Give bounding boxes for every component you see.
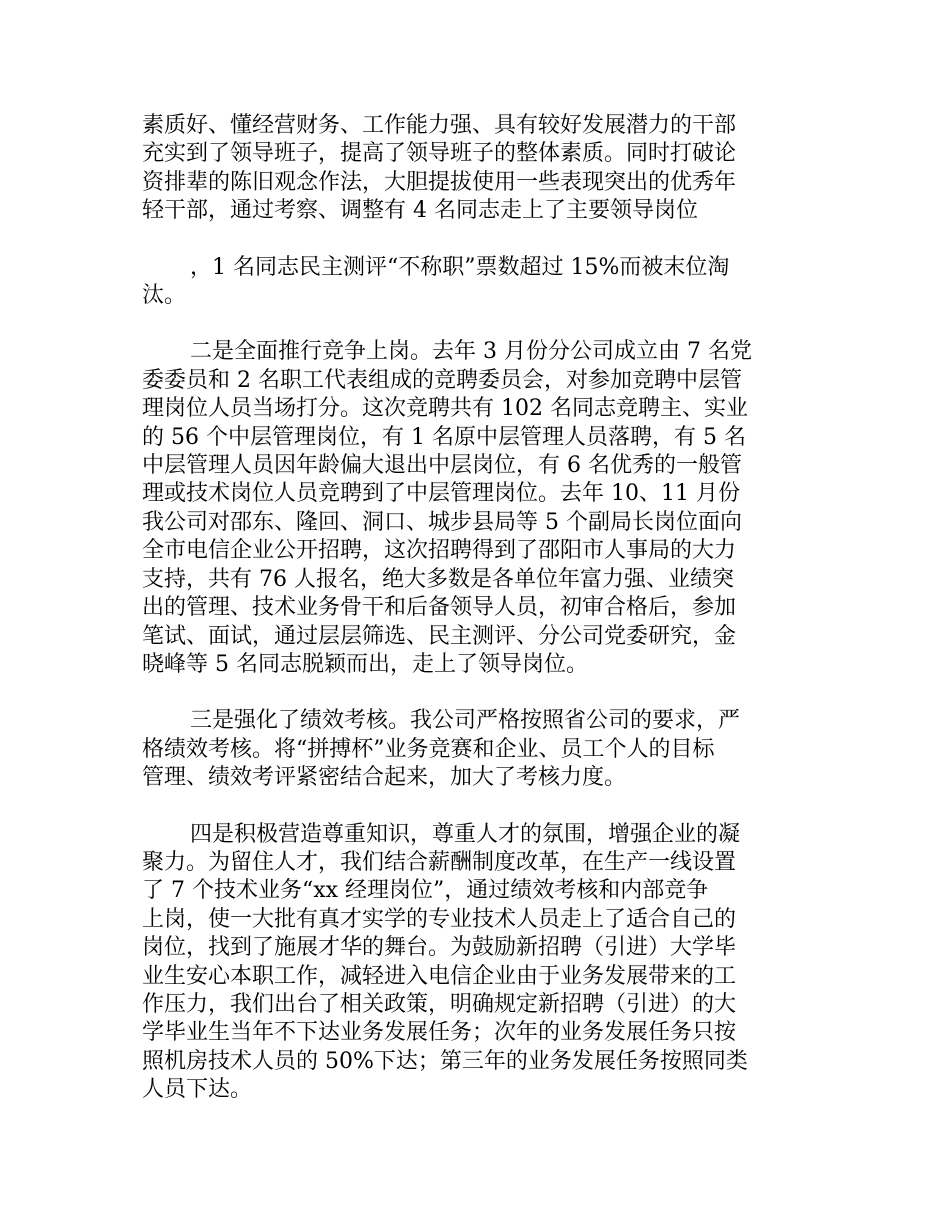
text-line: 二是全面推行竞争上岗。去年 3 月份分公司成立由 7 名党 [190,339,752,365]
text-line: 中层管理人员因年龄偏大退出中层岗位，有 6 名优秀的一般管 [142,453,742,479]
text-line: 了 7 个技术业务“xx 经理岗位”，通过绩效考核和内部竞争 [142,878,709,904]
text-line: 轻干部，通过考察、调整有 4 名同志走上了主要领导岗位 [142,198,698,224]
text-line: 我公司对邵东、隆回、洞口、城步县局等 5 个副局长岗位面向 [142,509,742,535]
text-line: 支持，共有 76 人报名，绝大多数是各单位年富力强、业绩突 [142,566,734,592]
text-line: 人员下达。 [142,1077,253,1103]
text-line: 照机房技术人员的 50%下达；第三年的业务发展任务按照同类 [142,1048,748,1074]
text-line: 聚力。为留住人才，我们结合薪酬制度改革，在生产一线设置 [142,849,737,875]
text-line: 委委员和 2 名职工代表组成的竞聘委员会，对参加竞聘中层管 [142,367,742,393]
text-line: 理岗位人员当场打分。这次竞聘共有 102 名同志竞聘主、实业 [142,396,748,422]
text-line: ，1 名同志民主测评“不称职”票数超过 15%而被末位淘 [190,254,730,280]
text-line: 素质好、懂经营财务、工作能力强、具有较好发展潜力的干部 [142,113,737,138]
text-line: 出的管理、技术业务骨干和后备领导人员，初审合格后，参加 [142,595,737,621]
paragraph-gap [142,679,810,707]
text-line: 格绩效考核。将“拼搏杯”业务竞赛和企业、员工个人的目标 [142,736,715,762]
text-line: 的 56 个中层管理岗位，有 1 名原中层管理人员落聘，有 5 名 [142,424,746,450]
text-line: 理或技术岗位人员竞聘到了中层管理岗位。去年 10、11 月份 [142,481,740,507]
text-line: 三是强化了绩效考核。我公司严格按照省公司的要求，严 [190,708,741,734]
text-line: 资排辈的陈旧观念作法，大胆提拔使用一些表现突出的优秀年 [142,169,737,195]
text-line: 充实到了领导班子，提高了领导班子的整体素质。同时打破论 [142,141,737,167]
text-line: 上岗，使一大批有真才实学的专业技术人员走上了适合自己的 [142,906,737,932]
text-line: 作压力，我们出台了相关政策，明确规定新招聘（引进）的大 [142,991,737,1017]
paragraph-gap [142,793,810,821]
paragraph-gap [142,310,810,338]
document-page [142,112,810,1105]
text-line: 全市电信企业公开招聘，这次招聘得到了邵阳市人事局的大力 [142,538,737,564]
paragraph-4 [142,707,810,792]
paragraph-1 [142,112,810,226]
paragraph-3 [142,338,810,679]
text-line: 岗位，找到了施展才华的舞台。为鼓励新招聘（引进）大学毕 [142,935,737,961]
text-line: 汰。 [142,283,187,309]
paragraph-gap [142,226,810,254]
text-line: 晓峰等 5 名同志脱颖而出，走上了领导岗位。 [142,651,588,677]
text-line: 管理、绩效考评紧密结合起来，加大了考核力度。 [142,765,627,791]
text-line: 业生安心本职工作，减轻进入电信企业由于业务发展带来的工 [142,963,737,989]
paragraph-5 [142,821,810,1105]
text-line: 学毕业生当年不下达业务发展任务；次年的业务发展任务只按 [142,1020,737,1046]
text-line: 四是积极营造尊重知识，尊重人才的氛围，增强企业的凝 [190,821,741,847]
text-line: 笔试、面试，通过层层筛选、民主测评、分公司党委研究，金 [142,623,737,649]
paragraph-2 [142,254,810,311]
